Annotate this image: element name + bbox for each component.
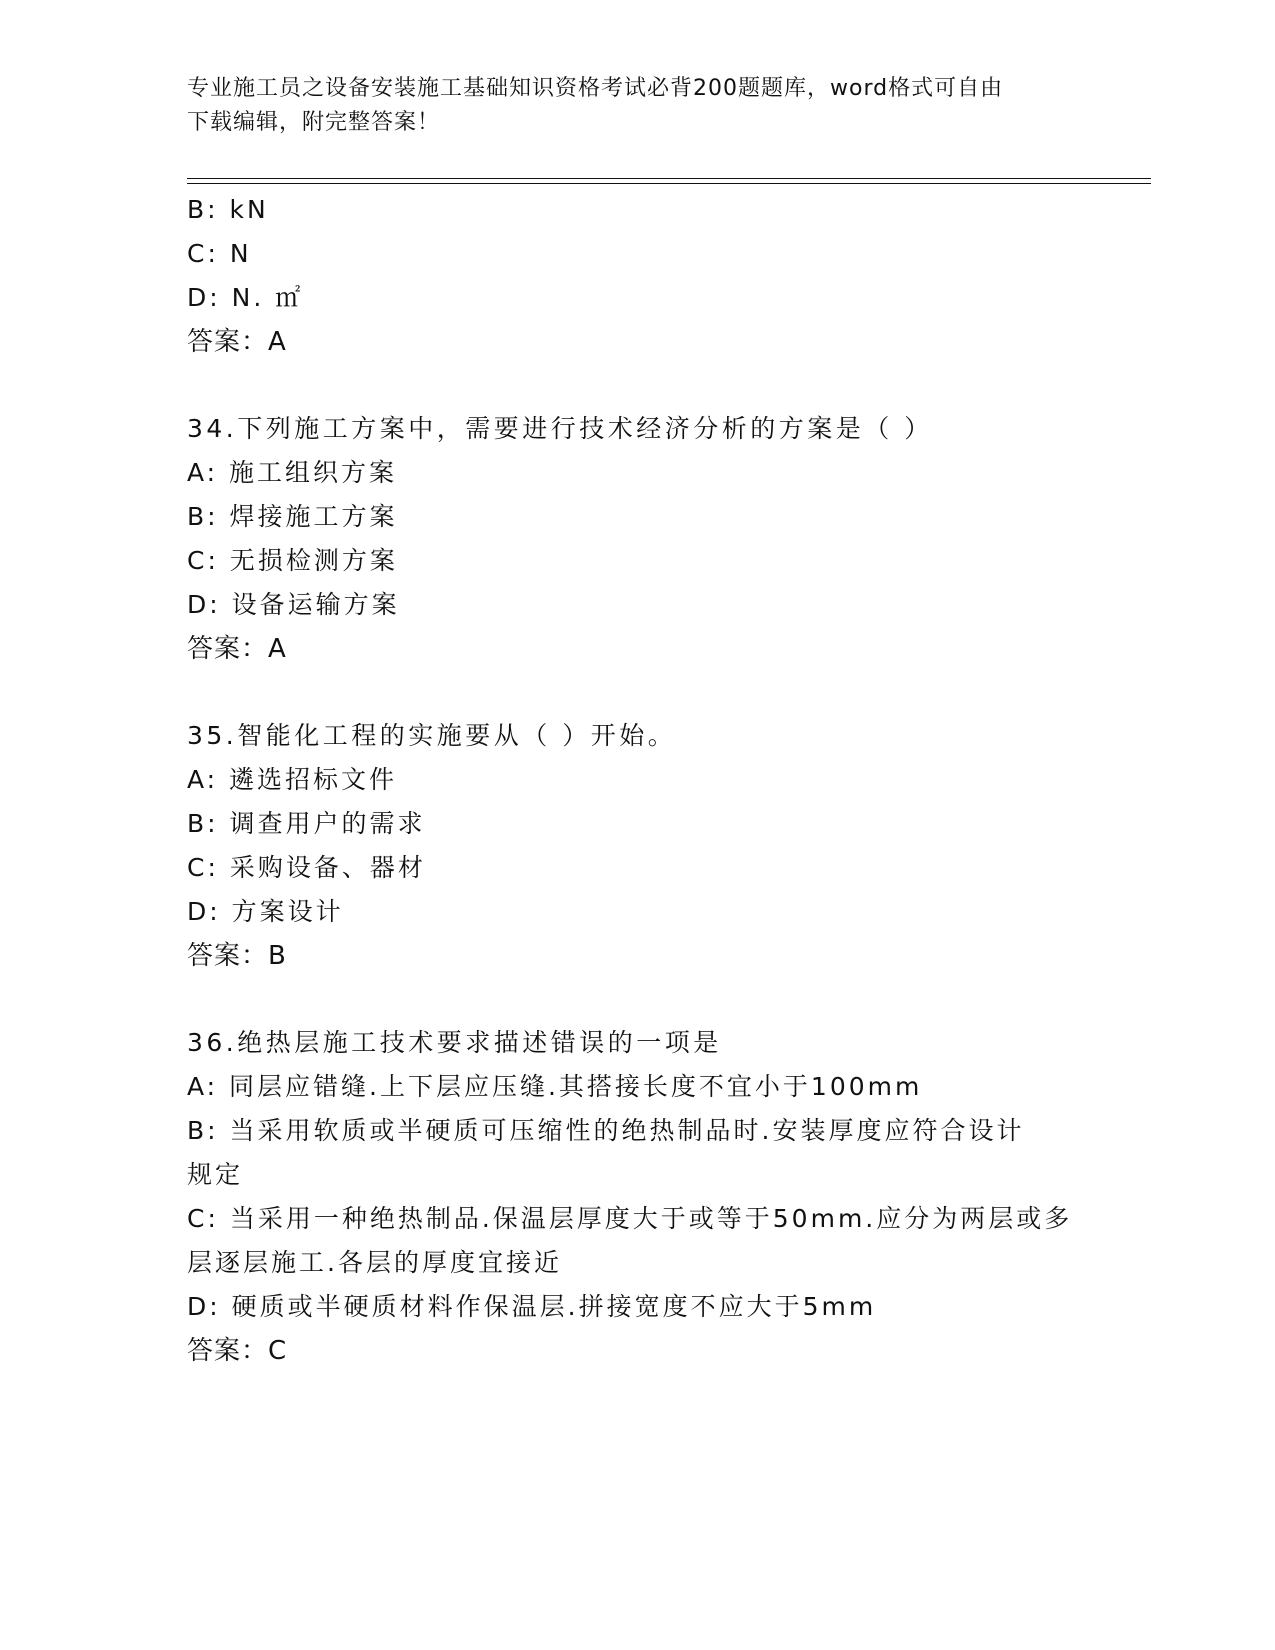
q36-option-d: D: 硬质或半硬质材料作保温层.拼接宽度不应大于5mm	[187, 1292, 877, 1321]
q34-option-b: B: 焊接施工方案	[187, 502, 398, 531]
q36-option-b-line-1: B: 当采用软质或半硬质可压缩性的绝热制品时.安装厚度应符合设计	[187, 1116, 1025, 1145]
q35-option-a: A: 遴选招标文件	[187, 765, 398, 794]
q36-option-a: A: 同层应错缝.上下层应压缝.其搭接长度不宜小于100mm	[187, 1072, 923, 1101]
header-divider-bottom	[187, 183, 1151, 184]
q34-option-d: D: 设备运输方案	[187, 590, 400, 619]
q35-answer: 答案：B	[187, 941, 287, 971]
q35-option-b: B: 调查用户的需求	[187, 809, 426, 838]
q36-question: 36.绝热层施工技术要求描述错误的一项是	[187, 1028, 722, 1057]
header-line-2: 下载编辑，附完整答案！	[187, 110, 441, 135]
document-header	[187, 72, 1067, 140]
q33-option-c: C: N	[187, 239, 252, 268]
q33-option-b: B: kN	[187, 195, 269, 224]
q36-option-b-line-2: 规定	[187, 1160, 244, 1189]
q34-question: 34.下列施工方案中，需要进行技术经济分析的方案是（ ）	[187, 414, 933, 443]
header-line-1: 专业施工员之设备安装施工基础知识资格考试必背200题题库，word格式可自由	[187, 76, 1004, 101]
q33-answer: 答案：A	[187, 327, 287, 357]
q36-option-c-line-1: C: 当采用一种绝热制品.保温层厚度大于或等于50mm.应分为两层或多	[187, 1204, 1073, 1233]
q36-answer: 答案：C	[187, 1336, 288, 1366]
header-divider-top	[187, 178, 1151, 179]
q35-option-d: D: 方案设计	[187, 897, 344, 926]
q36-option-c-line-2: 层逐层施工.各层的厚度宜接近	[187, 1248, 562, 1277]
q34-option-a: A: 施工组织方案	[187, 458, 398, 487]
q33-option-d: D: N. ㎡	[187, 283, 304, 312]
q35-question: 35.智能化工程的实施要从（ ）开始。	[187, 721, 677, 750]
q34-option-c: C: 无损检测方案	[187, 546, 398, 575]
q35-option-c: C: 采购设备、器材	[187, 853, 426, 882]
q34-answer: 答案：A	[187, 634, 287, 664]
